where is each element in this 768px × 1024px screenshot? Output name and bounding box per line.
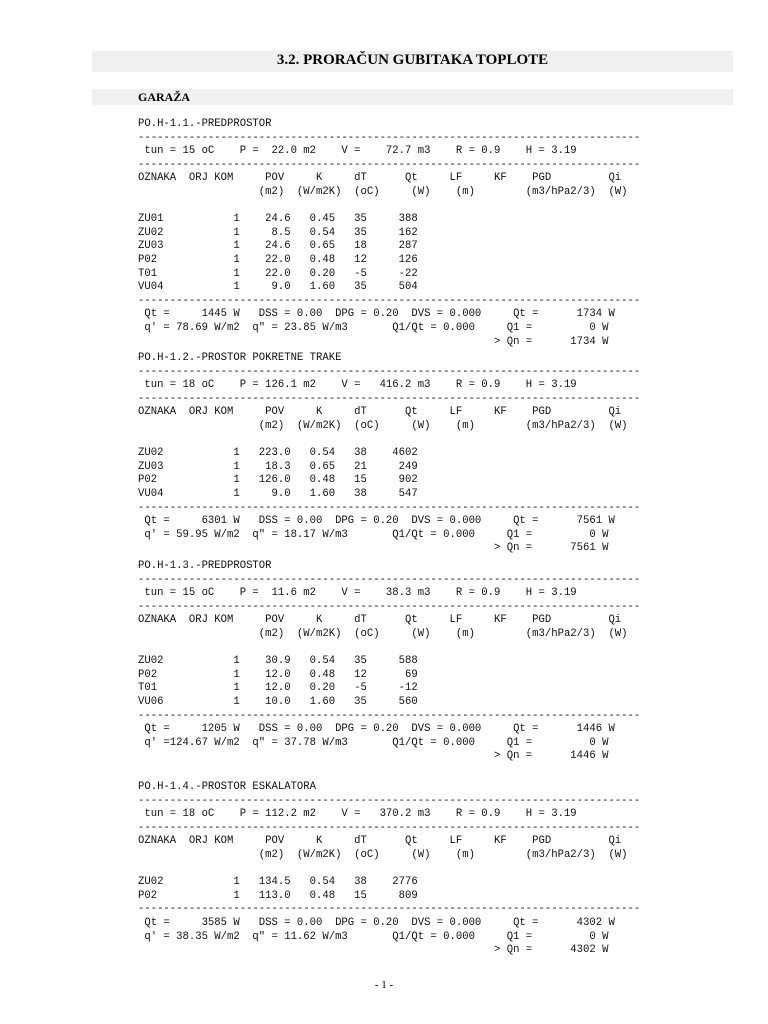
page-title: 3.2. PRORAČUN GUBITAKA TOPLOTE [276, 52, 549, 68]
room-section-h-1-2 [138, 352, 698, 556]
room-section-h-1-4 [138, 781, 698, 958]
room-calculation-block: PO.H-1.3.-PREDPROSTOR ------------------------------------------------------------------------------- tun = 15 oC P = 11.6 m2 V = 38.3 m3 R = 0.9 H = 3.19 ------------------------------------------------------------------------------- OZNAKA ORJ KOM POV K dT Qt LF KF PGD Qi (m2) (W/m2K) (oC) (W) (m) (m3/hPa2/3) (W) ZU02 1 30.9 0.54 35 588 P02 1 12.0 0.48 12 69 T01 1 12.0 0.20 -5 -12 VU06 1 10.0 1.60 35 560 ------------------------------------------------------------------------------- Qt = 1205 W DSS = 0.00 DPG = 0.20 DVS = 0.000 Qt = 1446 W q' =124.67 W/m2 q" = 37.78 W/m3 Q1/Qt = 0.000 Q1 = 0 W > Qn = 1446 W [138, 560, 641, 763]
room-calculation-block: PO.H-1.4.-PROSTOR ESKALATORA ------------------------------------------------------------------------------- tun = 18 oC P = 112.2 m2 V = 370.2 m3 R = 0.9 H = 3.19 ------------------------------------------------------------------------------- OZNAKA ORJ KOM POV K dT Qt LF KF PGD Qi (m2) (W/m2K) (oC) (W) (m) (m3/hPa2/3) (W) ZU02 1 134.5 0.54 38 2776 P02 1 113.0 0.48 15 809 ------------------------------------------------------------------------------- Qt = 3585 W DSS = 0.00 DPG = 0.20 DVS = 0.000 Qt = 4302 W q' = 38.35 W/m2 q" = 11.62 W/m3 Q1/Qt = 0.000 Q1 = 0 W > Qn = 4302 W [138, 781, 641, 957]
section-heading-garaza: GARAŽA [138, 90, 191, 104]
room-calculation-block: PO.H-1.1.-PREDPROSTOR ------------------------------------------------------------------------------- tun = 15 oC P = 22.0 m2 V = 72.7 m3 R = 0.9 H = 3.19 ------------------------------------------------------------------------------- OZNAKA ORJ KOM POV K dT Qt LF KF PGD Qi (m2) (W/m2K) (oC) (W) (m) (m3/hPa2/3) (W) ZU01 1 24.6 0.45 35 388 ZU02 1 8.5 0.54 35 162 ZU03 1 24.6 0.65 18 287 P02 1 22.0 0.48 12 126 T01 1 22.0 0.20 -5 -22 VU04 1 9.0 1.60 35 504 ------------------------------------------------------------------------------- Qt = 1445 W DSS = 0.00 DPG = 0.20 DVS = 0.000 Qt = 1734 W q' = 78.69 W/m2 q" = 23.85 W/m3 Q1/Qt = 0.000 Q1 = 0 W > Qn = 1734 W [138, 118, 641, 348]
page-number: - 1 - [374, 979, 394, 991]
room-calculation-block: PO.H-1.2.-PROSTOR POKRETNE TRAKE ------------------------------------------------------------------------------- tun = 18 oC P = 126.1 m2 V = 416.2 m3 R = 0.9 H = 3.19 ------------------------------------------------------------------------------- OZNAKA ORJ KOM POV K dT Qt LF KF PGD Qi (m2) (W/m2K) (oC) (W) (m) (m3/hPa2/3) (W) ZU02 1 223.0 0.54 38 4602 ZU03 1 18.3 0.65 21 249 P02 1 126.0 0.48 15 902 VU04 1 9.0 1.60 38 547 ------------------------------------------------------------------------------- Qt = 6301 W DSS = 0.00 DPG = 0.20 DVS = 0.000 Qt = 7561 W q' = 59.95 W/m2 q" = 18.17 W/m3 Q1/Qt = 0.000 Q1 = 0 W > Qn = 7561 W [138, 352, 641, 555]
room-section-h-1-1 [138, 118, 698, 349]
room-section-h-1-3 [138, 560, 698, 764]
